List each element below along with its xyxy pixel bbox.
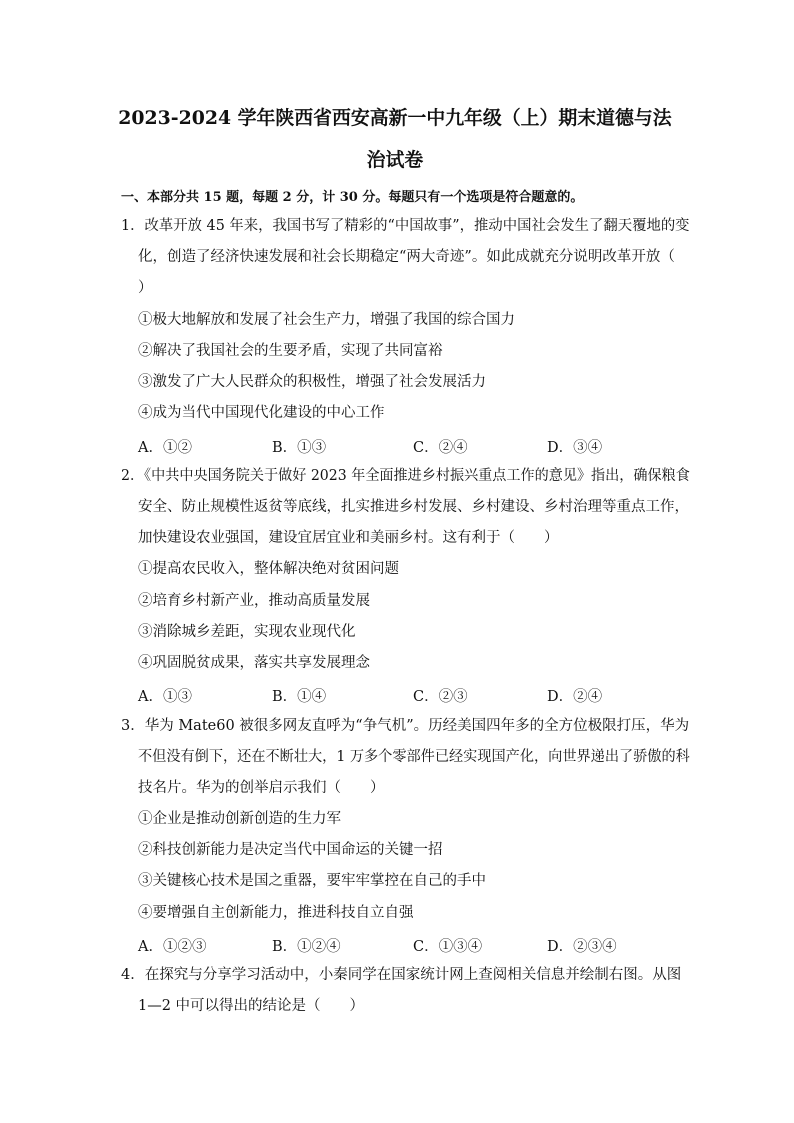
q2-stem-line-3: 加快建设农业强国，建设宜居宜业和美丽乡村。这有利于（ ） (138, 530, 559, 546)
q2-statement-2: ②培育乡村新产业，推动高质量发展 (138, 593, 370, 609)
q2-statement-1: ①提高农民收入，整体解决绝对贫困问题 (138, 561, 399, 577)
q2-stem-line-2: 安全、防止规模性返贫等底线，扎实推进乡村发展、乡村建设、乡村治理等重点工作， (138, 499, 689, 515)
q1-statement-4: ④成为当代中国现代化建设的中心工作 (138, 405, 385, 421)
q3-options (138, 935, 698, 953)
q4-stem-line-2: 1—2 中可以得出的结论是（ ） (138, 998, 365, 1014)
q1-option-c[interactable]: C．②④ (413, 440, 468, 456)
q2-option-a[interactable]: A．①③ (138, 689, 192, 705)
section-heading: 一、本部分共 15 题，每题 2 分，计 30 分。每题只有一个选项是符合题意的。 (121, 190, 584, 205)
q2-stem-line-1: 2．《中共中央国务院关于做好 2023 年全面推进乡村振兴重点工作的意见》指出，确保粮食 (121, 468, 690, 484)
q4-stem-line-1: 4．在探究与分享学习活动中，小秦同学在国家统计网上查阅相关信息并绘制右图。从图 (121, 967, 682, 983)
q1-options (138, 436, 698, 454)
q1-stem-line-3: ） (138, 280, 153, 296)
q3-statement-3: ③关键核心技术是国之重器，要牢牢掌控在自己的手中 (138, 873, 486, 889)
exam-title-line-1: 2023-2024 学年陕西省西安高新一中九年级（上）期末道德与法 (118, 107, 672, 129)
q1-stem-line-1: 1．改革开放 45 年来，我国书写了精彩的“中国故事”，推动中国社会发生了翻天覆地的变 (121, 218, 690, 234)
q2-option-b[interactable]: B．①④ (272, 689, 327, 705)
q1-statement-3: ③激发了广大人民群众的积极性，增强了社会发展活力 (138, 374, 486, 390)
q2-statement-4: ④巩固脱贫成果，落实共享发展理念 (138, 655, 370, 671)
q3-stem-line-2: 不但没有倒下，还在不断壮大，1 万多个零部件已经实现国产化，向世界递出了骄傲的科 (138, 749, 690, 765)
q3-statement-2: ②科技创新能力是决定当代中国命运的关键一招 (138, 842, 443, 858)
q1-option-b[interactable]: B．①③ (272, 440, 327, 456)
q1-statement-2: ②解决了我国社会的生要矛盾，实现了共同富裕 (138, 343, 443, 359)
q3-option-d[interactable]: D．②③④ (547, 939, 617, 955)
q3-stem-line-1: 3．华为 Mate60 被很多网友直呼为“争气机”。历经美国四年多的全方位极限打压，华为 (121, 718, 690, 734)
q3-stem-line-3: 技名片。华为的创举启示我们（ ） (138, 780, 385, 796)
q1-stem-line-2: 化，创造了经济快速发展和社会长期稳定“两大奇迹”。如此成就充分说明改革开放（ (138, 249, 675, 265)
q2-statement-3: ③消除城乡差距，实现农业现代化 (138, 624, 356, 640)
q3-statement-1: ①企业是推动创新创造的生力军 (138, 811, 341, 827)
exam-title-line-2: 治试卷 (366, 149, 424, 171)
q2-option-c[interactable]: C．②③ (413, 689, 468, 705)
q3-option-b[interactable]: B．①②④ (272, 939, 341, 955)
q2-options (138, 685, 698, 703)
q3-statement-4: ④要增强自主创新能力，推进科技自立自强 (138, 905, 414, 921)
q2-option-d[interactable]: D．②④ (547, 689, 603, 705)
q1-option-a[interactable]: A．①② (138, 440, 192, 456)
q3-option-c[interactable]: C．①③④ (413, 939, 483, 955)
q1-statement-1: ①极大地解放和发展了社会生产力，增强了我国的综合国力 (138, 312, 515, 328)
q1-option-d[interactable]: D．③④ (547, 440, 603, 456)
q3-option-a[interactable]: A．①②③ (138, 939, 207, 955)
